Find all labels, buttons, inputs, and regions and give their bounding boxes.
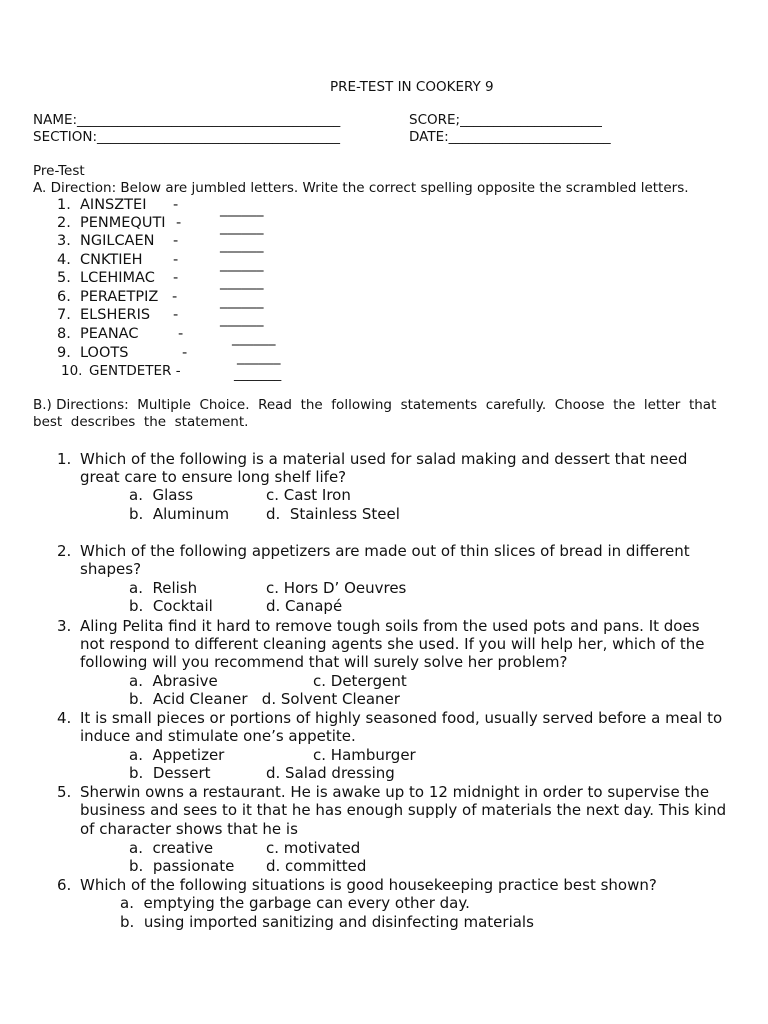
option-c[interactable]: c. Cast Iron — [266, 486, 351, 504]
option-b-d[interactable]: b. Acid Cleaner d. Solvent Cleaner — [129, 690, 400, 708]
jumbled-dash: - — [173, 307, 179, 323]
option-a[interactable]: a. creative — [129, 839, 214, 857]
jumbled-number: 4. — [57, 252, 71, 268]
jumbled-word: LCEHIMAC — [80, 270, 155, 286]
jumbled-dash: - — [173, 197, 179, 213]
answer-blank[interactable]: ______ — [220, 256, 264, 272]
option-c[interactable]: c. Hors D’ Oeuvres — [266, 579, 407, 597]
jumbled-number: 10. — [61, 363, 83, 379]
option-b[interactable]: b. Dessert — [129, 764, 211, 782]
question-text: Which of the following is a material used for salad making and dessert that need — [80, 450, 688, 468]
name-field[interactable]: NAME:_______________________________________ — [33, 112, 341, 128]
answer-blank[interactable]: ______ — [220, 311, 264, 327]
pretest-heading: Pre-Test — [33, 163, 85, 179]
option-c[interactable]: c. motivated — [266, 839, 361, 857]
jumbled-dash: - — [176, 215, 182, 231]
jumbled-dash: - — [178, 326, 184, 342]
option-c[interactable]: c. Hamburger — [313, 746, 416, 764]
jumbled-word: ELSHERIS — [80, 307, 151, 323]
answer-blank[interactable]: ______ — [232, 330, 276, 346]
question-number: 5. — [57, 783, 72, 801]
jumbled-word: LOOTS — [80, 345, 129, 361]
part-a-direction: A. Direction: Below are jumbled letters. Write the correct spelling opposite the scrambled letters. — [33, 180, 689, 196]
jumbled-number: 9. — [57, 345, 71, 361]
part-b-direction-cont: best describes the statement. — [33, 414, 249, 430]
jumbled-number: 6. — [57, 289, 71, 305]
jumbled-dash: - — [182, 345, 188, 361]
question-text: induce and stimulate one’s appetite. — [80, 727, 356, 745]
section-field[interactable]: SECTION:____________________________________ — [33, 129, 341, 145]
option-d[interactable]: d. committed — [266, 857, 367, 875]
option-a[interactable]: a. emptying the garbage can every other day. — [120, 894, 470, 912]
jumbled-number: 3. — [57, 233, 71, 249]
part-b-direction: B.) Directions: Multiple Choice. Read the following statements carefully. Choose the letter that — [33, 397, 717, 413]
score-field[interactable]: SCORE;_____________________ — [409, 112, 602, 128]
question-text: shapes? — [80, 560, 142, 578]
jumbled-number: 7. — [57, 307, 71, 323]
question-number: 3. — [57, 617, 72, 635]
jumbled-word: PENMEQUTI — [80, 215, 166, 231]
question-number: 6. — [57, 876, 72, 894]
question-text: Aling Pelita find it hard to remove tough soils from the used pots and pans. It does — [80, 617, 700, 635]
date-field[interactable]: DATE:________________________ — [409, 129, 611, 145]
answer-blank[interactable]: _______ — [234, 366, 282, 382]
answer-blank[interactable]: ______ — [220, 274, 264, 290]
question-text: great care to ensure long shelf life? — [80, 468, 347, 486]
answer-blank[interactable]: ______ — [220, 293, 264, 309]
question-text: business and sees to it that he has enough supply of materials the next day. This kind — [80, 801, 727, 819]
answer-blank[interactable]: ______ — [220, 219, 264, 235]
option-b[interactable]: b. using imported sanitizing and disinfecting materials — [120, 913, 534, 931]
question-text: Which of the following appetizers are made out of thin slices of bread in different — [80, 542, 690, 560]
option-d[interactable]: d. Stainless Steel — [266, 505, 400, 523]
question-text: Which of the following situations is good housekeeping practice best shown? — [80, 876, 657, 894]
question-number: 4. — [57, 709, 72, 727]
answer-blank[interactable]: ______ — [220, 201, 264, 217]
jumbled-word: GENTDETER - — [89, 363, 181, 379]
option-d[interactable]: d. Salad dressing — [266, 764, 395, 782]
jumbled-number: 8. — [57, 326, 71, 342]
answer-blank[interactable]: ______ — [237, 349, 281, 365]
jumbled-word: CNKTIEH — [80, 252, 143, 268]
page-title: PRE-TEST IN COOKERY 9 — [330, 79, 494, 95]
question-text: It is small pieces or portions of highly seasoned food, usually served before a meal to — [80, 709, 723, 727]
option-a[interactable]: a. Appetizer — [129, 746, 225, 764]
jumbled-number: 2. — [57, 215, 71, 231]
question-text: following will you recommend that will surely solve her problem? — [80, 653, 568, 671]
question-number: 1. — [57, 450, 72, 468]
option-b[interactable]: b. Aluminum — [129, 505, 230, 523]
option-d[interactable]: d. Canapé — [266, 597, 343, 615]
jumbled-word: PERAETPIZ — [80, 289, 159, 305]
jumbled-dash: - — [173, 233, 179, 249]
option-b[interactable]: b. passionate — [129, 857, 235, 875]
jumbled-word: PEANAC — [80, 326, 139, 342]
jumbled-word: AINSZTEI — [80, 197, 147, 213]
option-a[interactable]: a. Relish — [129, 579, 198, 597]
option-b[interactable]: b. Cocktail — [129, 597, 213, 615]
jumbled-word: NGILCAEN — [80, 233, 155, 249]
question-text: not respond to different cleaning agents she used. If you will help her, which of the — [80, 635, 705, 653]
question-number: 2. — [57, 542, 72, 560]
answer-blank[interactable]: ______ — [220, 237, 264, 253]
option-c[interactable]: c. Detergent — [313, 672, 407, 690]
jumbled-dash: - — [172, 289, 178, 305]
question-text: Sherwin owns a restaurant. He is awake up to 12 midnight in order to supervise the — [80, 783, 710, 801]
jumbled-number: 1. — [57, 197, 71, 213]
option-a[interactable]: a. Abrasive — [129, 672, 218, 690]
jumbled-dash: - — [173, 252, 179, 268]
jumbled-dash: - — [173, 270, 179, 286]
option-a[interactable]: a. Glass — [129, 486, 194, 504]
jumbled-number: 5. — [57, 270, 71, 286]
question-text: of character shows that he is — [80, 820, 298, 838]
